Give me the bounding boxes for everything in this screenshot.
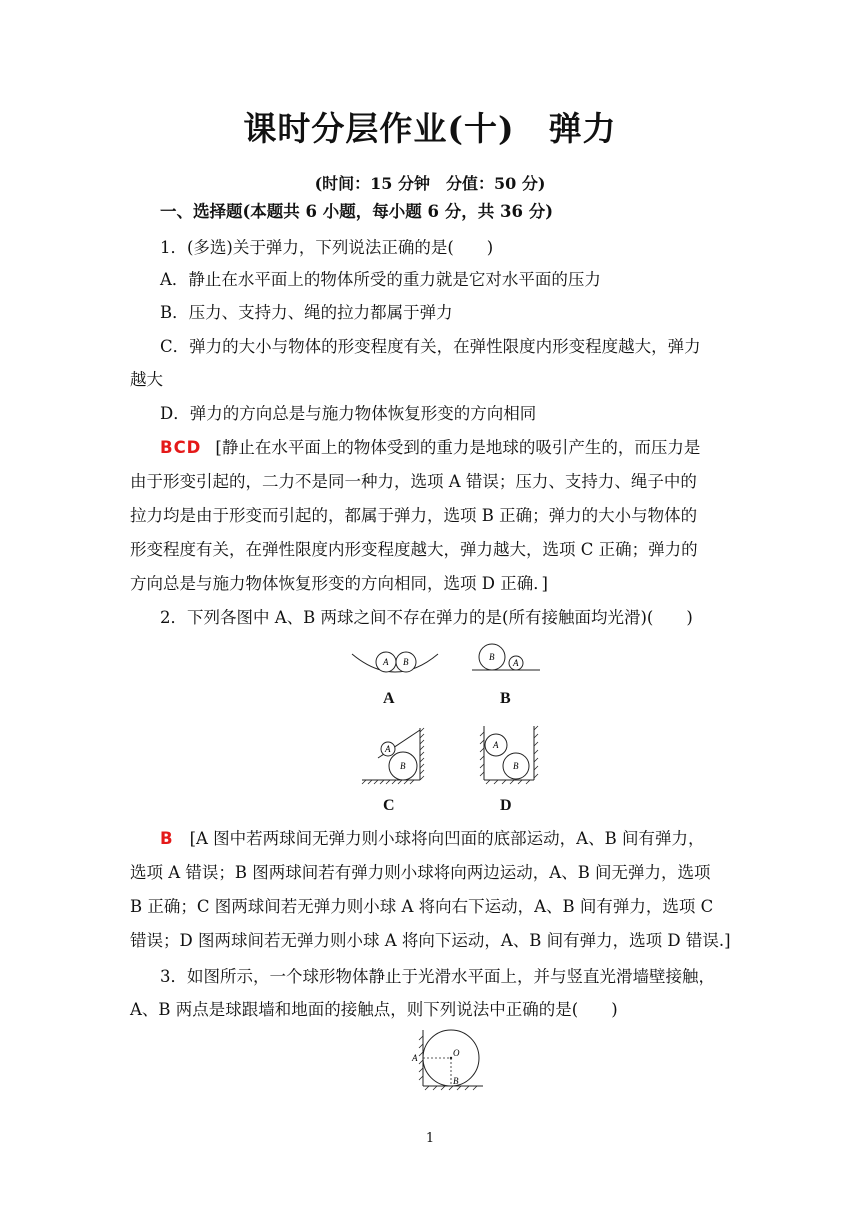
q2-explanation-2: 选项 A 错误；B 图两球间若有弹力则小球将向两边运动，A、B 间无弹力，选项 — [130, 863, 711, 882]
q3-stem: 3．如图所示，一个球形物体静止于光滑水平面上，并与竖直光滑墙壁接触， — [160, 967, 715, 986]
figure-a-diagram — [350, 648, 440, 680]
q3-stem-cont: A、B 两点是球跟墙和地面的接触点，则下列说法中正确的是( ) — [130, 1000, 618, 1019]
q1-option-c-cont: 越大 — [130, 370, 163, 389]
q1-answer: BCD — [160, 438, 202, 457]
q1-explanation-2: 由于形变引起的，二力不是同一种力，选项 A 错误；压力、支持力、绳子中的 — [130, 472, 697, 491]
page-title: 课时分层作业(十) 弹力 — [243, 109, 617, 148]
figure-b-diagram — [470, 640, 542, 680]
q1-explanation-4: 形变程度有关，在弹性限度内形变程度越大，弹力越大，选项 C 正确；弹力的 — [130, 540, 698, 559]
ball-a-label: A — [493, 740, 499, 750]
figure-label-b: B — [500, 690, 511, 707]
q1-explanation-3: 拉力均是由于形变而引起的，都属于弹力，选项 B 正确；弹力的大小与物体的 — [130, 506, 698, 525]
q2-explanation-line: B [A 图中若两球间无弹力则小球将向凹面的底部运动，A、B 间有弹力， — [160, 829, 705, 848]
q1-option-b: B．压力、支持力、绳的拉力都属于弹力 — [160, 303, 453, 322]
ball-a-label: A — [385, 744, 391, 754]
figure-label-a: A — [383, 690, 395, 707]
q2-explanation-4: 错误；D 图两球间若无弹力则小球 A 将向下运动，A、B 间有弹力，选项 D 错误.] — [130, 931, 731, 950]
figure-label-d: D — [500, 797, 512, 814]
q3-figure-diagram — [405, 1026, 487, 1092]
q1-option-d: D．弹力的方向总是与施力物体恢复形变的方向相同 — [160, 404, 537, 423]
q1-option-a: A．静止在水平面上的物体所受的重力就是它对水平面的压力 — [160, 270, 601, 289]
ball-a-label: A — [513, 658, 519, 668]
q1-explanation-5: 方向总是与施力物体恢复形变的方向相同，选项 D 正确．] — [130, 574, 548, 593]
figure-d-diagram — [478, 722, 542, 786]
ball-b-label: B — [403, 657, 409, 667]
ball-b-label: B — [513, 761, 519, 771]
q1-stem: 1．(多选)关于弹力，下列说法正确的是( ) — [160, 238, 494, 257]
q2-stem: 2．下列各图中 A、B 两球之间不存在弹力的是(所有接触面均光滑)( ) — [160, 608, 693, 627]
point-a-label: A — [412, 1053, 418, 1063]
q1-explanation-line: BCD [静止在水平面上的物体受到的重力是地球的吸引产生的，而压力是 — [160, 438, 701, 457]
section-heading: 一、选择题(本题共 6 小题，每小题 6 分，共 36 分) — [160, 202, 554, 221]
point-b-label: B — [453, 1076, 459, 1086]
ball-a-label: A — [383, 657, 389, 667]
figure-c-diagram — [358, 724, 430, 786]
q1-option-c: C．弹力的大小与物体的形变程度有关，在弹性限度内形变程度越大，弹力 — [160, 337, 701, 356]
page-number: 1 — [425, 1131, 435, 1146]
q2-explanation-3: B 正确；C 图两球间若无弹力则小球 A 将向右下运动，A、B 间有弹力，选项 C — [130, 897, 714, 916]
ball-b-label: B — [400, 761, 406, 771]
time-score-info: (时间：15 分钟 分值：50 分) — [314, 174, 546, 193]
ball-b-label: B — [489, 652, 495, 662]
figure-label-c: C — [383, 797, 395, 814]
q2-answer: B — [160, 829, 174, 848]
center-o-label: O — [453, 1048, 460, 1058]
